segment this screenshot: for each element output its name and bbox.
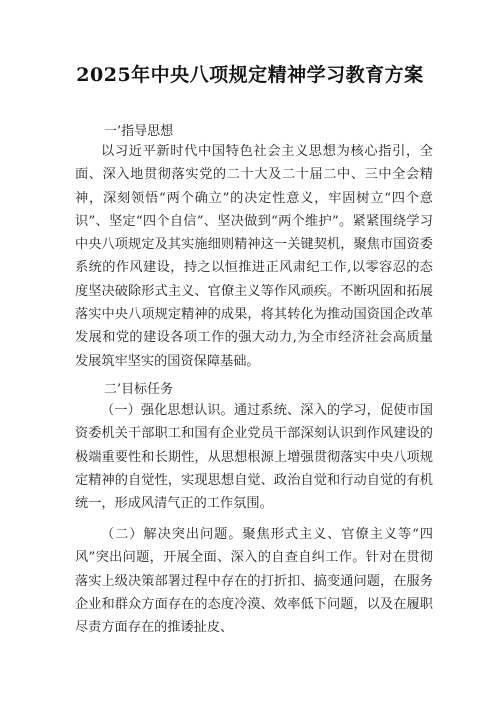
paragraph-solve-problems: （二）解决突出问题。聚焦形式主义、官僚主义等“四风”突出问题，开展全面、深入的自查自纠工作。针对在贯彻落实上级决策部署过程中存在的打折扣、搞变通问题，在服务企业和群众方面存在的态度冷漠、效率低下问题，以及在履职尽责方面存在的推诿扯皮、 <box>75 527 433 636</box>
paragraph-strengthen-awareness: （一）强化思想认识。通过系统、深入的学习，促使市国资委机关干部职工和国有企业党员干部深刻认识到作风建设的极端重要性和长期性，从思想根源上增强贯彻落实中央八项规定精神的自觉性，实现思想自觉、政治自觉和行动自觉的有机统一，形成风清气正的工作氛围。 <box>75 403 433 512</box>
section-heading-guiding-ideology: 一’指导思想 <box>104 124 174 139</box>
document-title: 2025年中央八项规定精神学习教育方案 <box>76 64 424 86</box>
section-heading-objectives: 二’目标任务 <box>104 382 174 397</box>
paragraph-guiding-ideology: 以习近平新时代中国特色社会主义思想为核心指引，全面、深入地贯彻落实党的二十大及二十届二中、三中全会精神，深刻领悟“两个确立”的决定性意义，牢固树立“四个意识”、坚定“四个自信”、坚决做到“两个维护”。紧紧围绕学习中央八项规定及其实施细则精神这一关键契机，聚焦市国资委系统的作风建设，持之以恒推进正风肃纪工作,以零容忍的态度坚决破除形式主义、官僚主义等作风顽疾。不断巩固和拓展落实中央八项规定精神的成果，将其转化为推动国资国企改革发展和党的建设各项工作的强大动力,为全市经济社会高质量发展筑牢坚实的国资保障基础。 <box>75 144 433 369</box>
